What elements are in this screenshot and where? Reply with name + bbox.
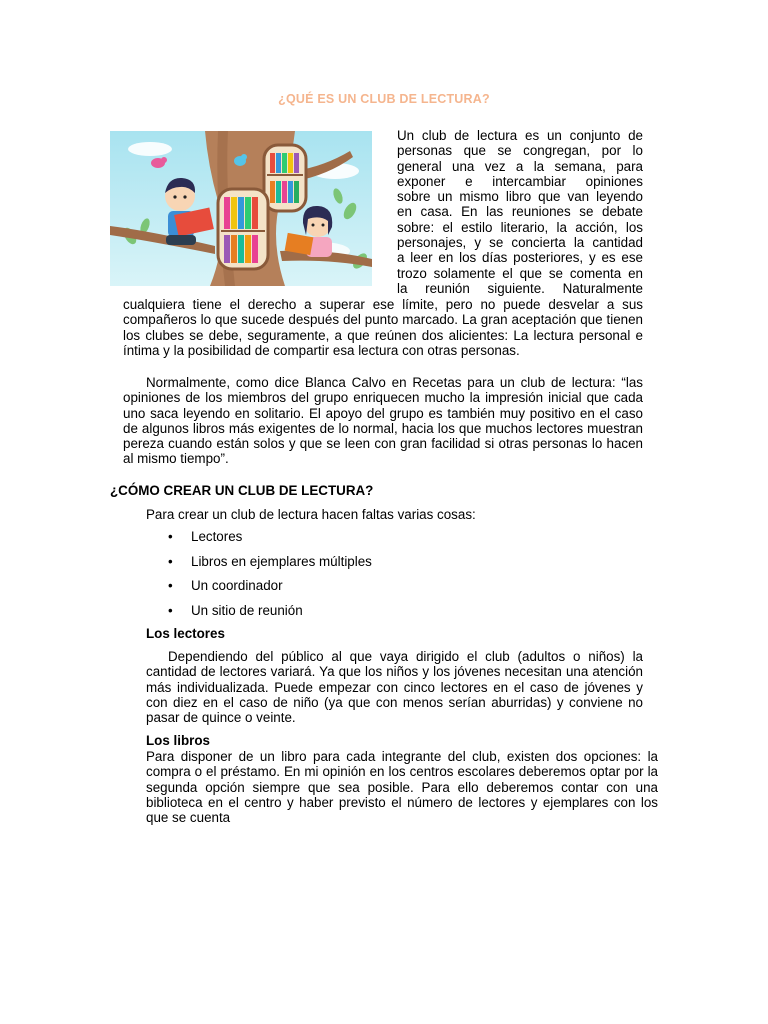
intro-line: a leer en los días posteriores, y es ese [397, 250, 643, 266]
lectores-paragraph: Dependiendo del público al que vaya dirigido el club (adultos o niños) la cantidad de lectores variará. Ya que los niños y los jóvenes necesitan una atención más individualizada. Puede empezar con cinco lectores en el caso de jóvenes y con diez en el caso de niño (ya que con menos serían aburridas) y conviene no pasar de quince o veinte. [146, 649, 643, 726]
list-item: • Un coordinador [168, 578, 283, 593]
intro-line: la reunión siguiente. Naturalmente [397, 280, 643, 296]
intro-line: general una vez a la semana, para [397, 158, 643, 174]
intro-line: sobre: el estilo literario, la acción, los [397, 219, 643, 235]
list-item: • Un sitio de reunión [168, 602, 303, 618]
bullet-icon: • [168, 553, 173, 569]
intro-line: Un club de lectura es un conjunto de [397, 128, 643, 143]
list-item: • Lectores [168, 529, 243, 544]
bullet-icon: • [168, 529, 173, 544]
libros-paragraph: Para disponer de un libro para cada integrante del club, existen dos opciones: la compra o el préstamo. En mi opinión en los centros escolares deberemos optar por la segunda opción siempre que sea posible. Para ello deberemos contar con una biblioteca en el centro y haber previsto el número de lectores y ejemplares con los que se cuenta [146, 749, 658, 826]
intro-paragraph [397, 128, 643, 296]
intro-line: personas que se congregan, por lo [397, 143, 643, 159]
bullet-icon: • [168, 602, 173, 618]
intro-line: en casa. En las reuniones se debate [397, 204, 643, 220]
lectores-heading: Los lectores [146, 626, 225, 641]
quote-paragraph: Normalmente, como dice Blanca Calvo en Recetas para un club de lectura: “las opiniones de los miembros del grupo enriquecen mucho la impresión inicial que cada uno saca leyendo en solitario. El apoyo del grupo es también muy positivo en el caso de algunos libros más exigentes de lo normal, hacia los que muchos lectores muestran pereza cuando están solos y que se leen con gran facilidad si otras personas lo hacen al mismo tiempo”. [123, 375, 643, 467]
children-reading-tree-illustration [110, 131, 372, 286]
intro-line: sobre un mismo libro que van leyendo [397, 189, 643, 205]
list-item: • Libros en ejemplares múltiples [168, 553, 372, 569]
intro-line: exponer e intercambiar opiniones [397, 173, 643, 189]
section-intro: Para crear un club de lectura hacen faltas varias cosas: [146, 507, 476, 522]
requirements-list [168, 528, 372, 626]
intro-continuation: cualquiera tiene el derecho a superar ese límite, pero no puede desvelar a sus compañeros lo que sucede después del punto marcado. La gran aceptación que tienen los clubes se debe, seguramente, a que reúnen dos alicientes: La lectura personal e íntima y la posibilidad de compartir esa lectura con otras personas. [123, 297, 643, 358]
intro-line: personajes, y se concierta la cantidad [397, 235, 643, 251]
section-heading: ¿CÓMO CREAR UN CLUB DE LECTURA? [110, 483, 374, 498]
page-title: ¿QUÉ ES UN CLUB DE LECTURA? [278, 92, 490, 106]
bullet-icon: • [168, 578, 173, 593]
intro-line: trozo solamente el que se comenta en [397, 265, 643, 281]
libros-heading: Los libros [146, 733, 210, 748]
